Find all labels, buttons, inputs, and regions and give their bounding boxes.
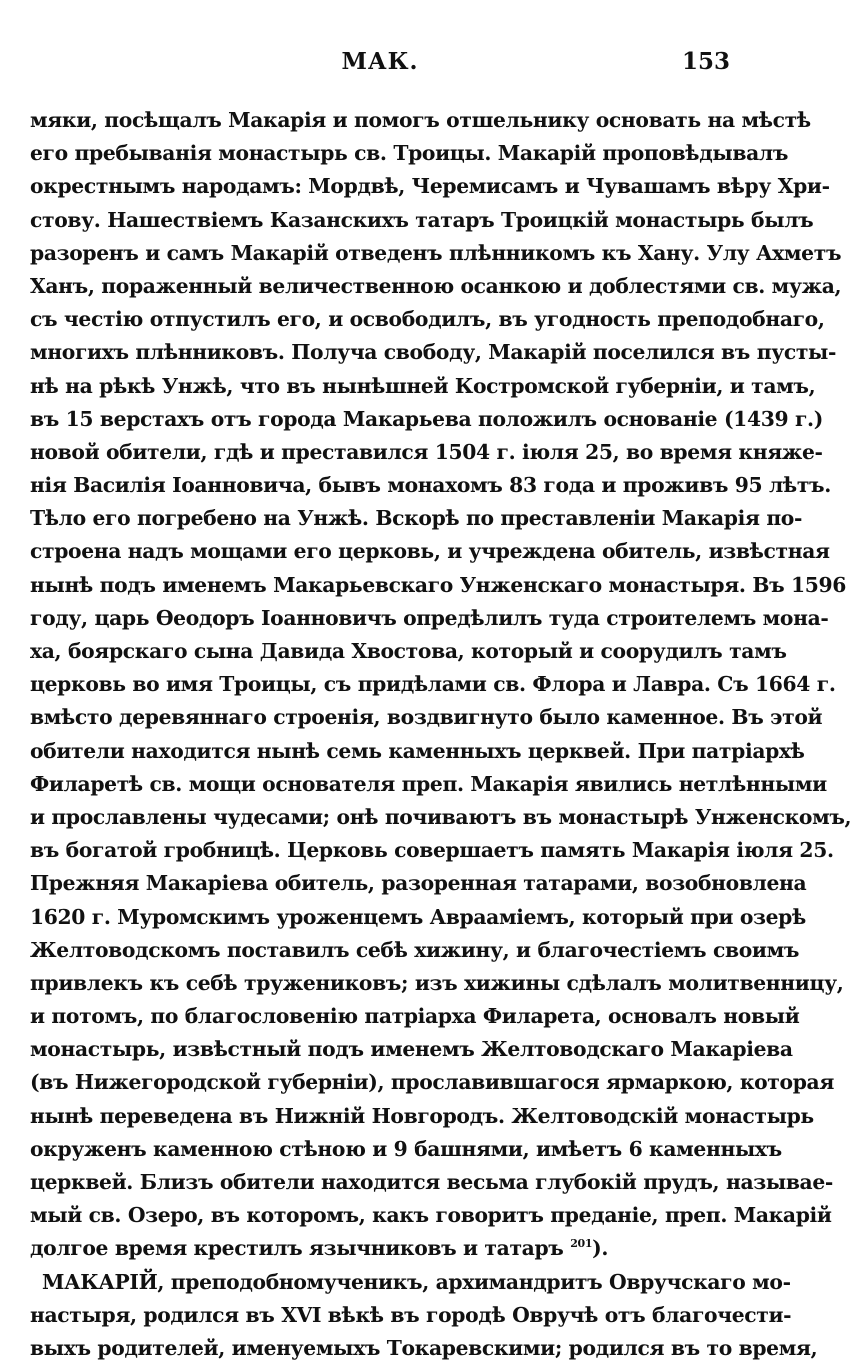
text-line: въ богатой гробницѣ. Церковь совершаетъ память Макарія іюля 25. <box>30 838 834 863</box>
running-header <box>30 48 730 84</box>
text-line: мяки, посѣщалъ Макарія и помогъ отшельнику основать на мѣстѣ <box>30 108 811 132</box>
text-line: церквей. Близъ обители находится весьма глубокій прудъ, называе- <box>30 1170 833 1194</box>
text-line: многихъ плѣнниковъ. Получа свободу, Макарій поселился въ пусты- <box>30 340 837 365</box>
text-line: привлекъ къ себѣ тружениковъ; изъ хижины сдѣлалъ молитвенницу, <box>30 970 844 995</box>
text-line: мый св. Озеро, въ которомъ, какъ говоритъ преданіе, преп. Макарій <box>30 1203 832 1228</box>
text-line: стову. Нашествіемъ Казанскихъ татаръ Троицкій монастырь былъ <box>30 207 814 232</box>
text-line: съ честію отпустилъ его, и освободилъ, въ угодность преподобнаго, <box>30 307 825 332</box>
text-line: настыря, родился въ XVI вѣкѣ въ городѣ Овручѣ отъ благочести- <box>30 1302 792 1327</box>
text-line: нѣ на рѣкѣ Унжѣ, что въ нынѣшней Костромской губерніи, и тамъ, <box>30 373 816 398</box>
text-line: 1620 г. Муромскимъ уроженцемъ Авраамiемъ, который при озерѣ <box>30 904 806 929</box>
text-line: МАКАРІЙ, преподобномученикъ, архимандритъ Овручскаго мо- <box>42 1269 791 1294</box>
text-line: и потомъ, по благословенію патріарха Филарета, основалъ новый <box>30 1004 800 1029</box>
text-line: новой обители, гдѣ и преставился 1504 г. іюля 25, во время княже- <box>30 439 823 464</box>
text-line: (въ Нижегородской губерніи), прославившагося ярмаркою, которая <box>30 1070 834 1095</box>
text-line: окрестнымъ народамъ: Мордвѣ, Черемисамъ и Чувашамъ вѣру Хри- <box>30 174 830 199</box>
text-line: Тѣло его погребено на Унжѣ. Вскорѣ по преставленіи Макарія по- <box>30 506 803 531</box>
text-line: Прежняя Макаріева обитель, разоренная татарами, возобновлена <box>30 871 807 896</box>
text-line: церковь во имя Троицы, съ придѣлами св. Флора и Лавра. Съ 1664 г. <box>30 672 836 697</box>
running-title: МАК. <box>341 48 419 75</box>
text-line: монастырь, извѣстный подъ именемъ Желтоводскаго Макаріева <box>30 1037 793 1062</box>
text-line: обители находится нынѣ семь каменныхъ церквей. При патріархѣ <box>30 738 805 763</box>
page-number: 153 <box>681 48 730 75</box>
text-line: Желтоводскомъ поставилъ себѣ хижину, и благочестіемъ своимъ <box>30 937 800 962</box>
text-line: окруженъ каменною стѣною и 9 башнями, имѣетъ 6 каменныхъ <box>30 1136 782 1161</box>
body-text <box>30 104 851 1365</box>
text-line: нынѣ подъ именемъ Макарьевскаго Унженскаго монастыря. Въ 1596 <box>30 572 847 597</box>
paragraph-last-line <box>30 1232 732 1265</box>
text-line: и прославлены чудесами; онѣ почиваютъ въ монастырѣ Унженскомъ, <box>30 804 851 829</box>
last-line-end: ). <box>592 1236 609 1261</box>
footnote-reference[interactable]: 201 <box>570 1237 593 1251</box>
text-line: разоренъ и самъ Макарій отведенъ плѣнникомъ къ Хану. Улу Ахметъ <box>30 240 842 265</box>
text-line: Ханъ, пораженный величественною осанкою и доблестями св. мужа, <box>30 273 842 298</box>
text-line: году, царь Ѳеодоръ Іоанновичъ опредѣлилъ туда строителемъ мона- <box>30 605 829 630</box>
text-line: Филаретѣ св. мощи основателя преп. Макарія явились нетлѣнными <box>30 771 827 796</box>
text-line: нія Василія Іоанновича, бывъ монахомъ 83 года и проживъ 95 лѣтъ. <box>30 473 831 498</box>
last-line-text: долгое время крестилъ язычниковъ и татаръ <box>30 1236 564 1261</box>
text-line: строена надъ мощами его церковь, и учреждена обитель, извѣстная <box>30 539 830 564</box>
text-line: выхъ родителей, именуемыхъ Токаревскими; родился въ то время, <box>30 1335 818 1360</box>
text-line: его пребыванія монастырь св. Троицы. Макарій проповѣдывалъ <box>30 141 789 166</box>
text-line: нынѣ переведена въ Нижній Новгородъ. Желтоводскій монастырь <box>30 1103 814 1128</box>
text-line: вмѣсто деревяннаго строенія, воздвигнуто было каменное. Въ этой <box>30 705 823 730</box>
text-line: въ 15 верстахъ отъ города Макарьева положилъ основаніе (1439 г.) <box>30 406 823 431</box>
text-line: ха, боярскаго сына Давида Хвостова, который и соорудилъ тамъ <box>30 639 787 663</box>
